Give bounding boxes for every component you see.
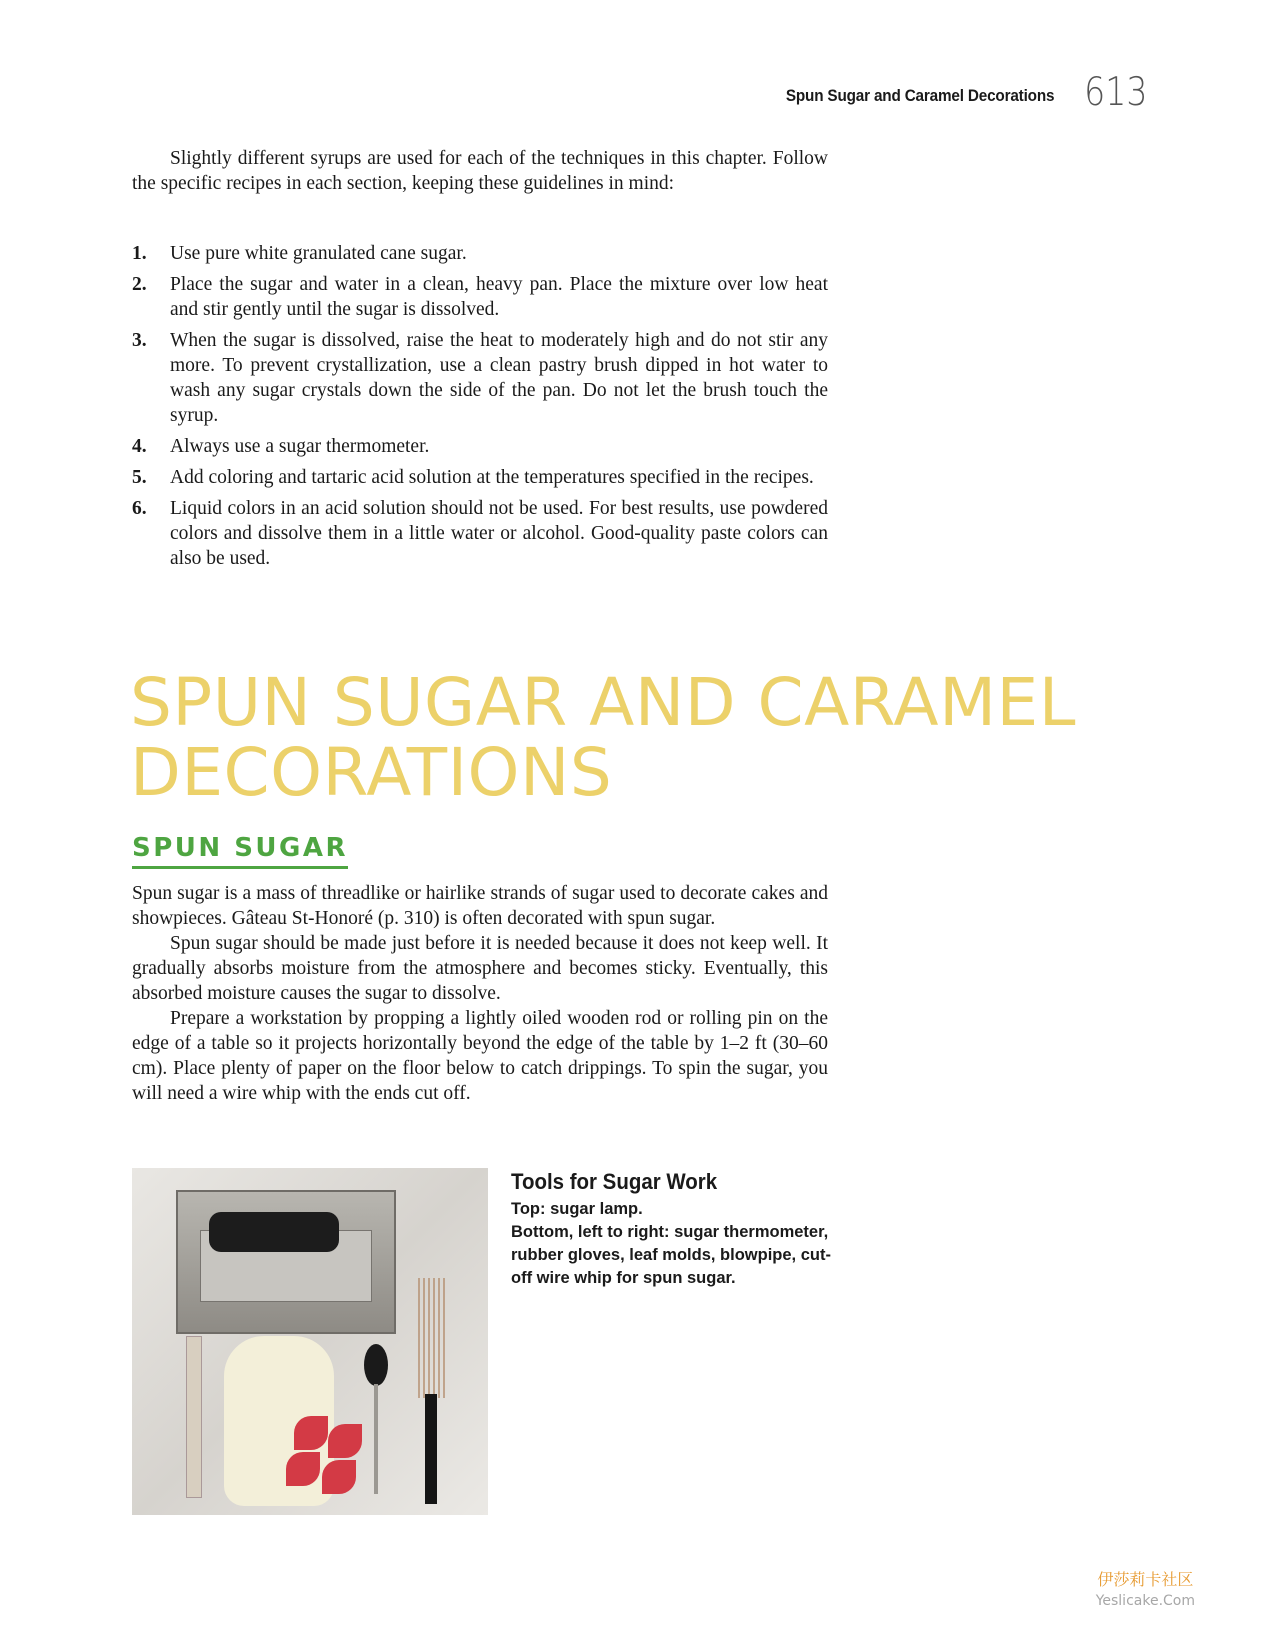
leaf-mold-shape bbox=[322, 1460, 356, 1494]
body-paragraph: Spun sugar should be made just before it is needed because it does not keep well. It gradually absorbs moisture from the atmosphere and becomes sticky. Eventually, this absorbed moisture causes the sugar to dissolve. bbox=[132, 933, 828, 1004]
intro-paragraph-block bbox=[132, 146, 828, 196]
watermark-chinese: 伊莎莉卡社区 bbox=[1097, 1570, 1194, 1589]
blowpipe-shape bbox=[374, 1384, 378, 1494]
sugar-tools-photo bbox=[132, 1168, 488, 1515]
guidelines-list bbox=[132, 241, 828, 577]
list-item bbox=[132, 328, 828, 428]
watermark-site: Yeslicake.Com bbox=[1095, 1593, 1195, 1609]
thermometer-shape bbox=[186, 1336, 202, 1498]
list-number: 6. bbox=[132, 498, 147, 519]
list-number: 4. bbox=[132, 436, 147, 457]
list-item bbox=[132, 496, 828, 571]
watermark bbox=[1096, 1570, 1195, 1612]
running-head bbox=[756, 70, 1147, 115]
section-title bbox=[130, 664, 1130, 811]
spun-sugar-body bbox=[132, 881, 828, 1106]
list-item bbox=[132, 465, 828, 490]
caption-line: Bottom, left to right: sugar thermometer, rubber gloves, leaf molds, blowpipe, cut-off wire whip for spun sugar. bbox=[511, 1223, 831, 1287]
list-number: 1. bbox=[132, 243, 147, 264]
wire-whip-handle-shape bbox=[425, 1394, 437, 1504]
intro-paragraph: Slightly different syrups are used for each of the techniques in this chapter. Follow the specific recipes in each section, keeping these guidelines in mind: bbox=[132, 148, 828, 194]
list-text: Use pure white granulated cane sugar. bbox=[170, 243, 467, 264]
caption-line: Top: sugar lamp. bbox=[511, 1200, 643, 1218]
page-number: 613 bbox=[1083, 70, 1147, 115]
spun-sugar-subhead: SPUN SUGAR bbox=[132, 832, 348, 869]
caption-title: Tools for Sugar Work bbox=[511, 1169, 718, 1194]
section-title-line1: SPUN SUGAR AND CARAMEL bbox=[130, 664, 1076, 741]
list-text: Liquid colors in an acid solution should not be used. For best results, use powdered colors and dissolve them in a little water or alcohol. Good-quality paste colors can also be used. bbox=[170, 498, 828, 569]
leaf-mold-shape bbox=[286, 1452, 320, 1486]
leaf-mold-shape bbox=[328, 1424, 362, 1458]
list-item bbox=[132, 241, 828, 266]
running-title: Spun Sugar and Caramel Decorations bbox=[786, 86, 1055, 105]
list-text: When the sugar is dissolved, raise the heat to moderately high and do not stir any more. To prevent crystallization, use a clean pastry brush dipped in hot water to wash any sugar crystals down the side of the pan. Do not let the brush touch the syrup. bbox=[170, 330, 828, 426]
list-text: Place the sugar and water in a clean, heavy pan. Place the mixture over low heat and stir gently until the sugar is dissolved. bbox=[170, 274, 828, 320]
figure-caption bbox=[511, 1168, 831, 1290]
list-number: 3. bbox=[132, 330, 147, 351]
body-paragraph: Prepare a workstation by propping a lightly oiled wooden rod or rolling pin on the edge of a table so it projects horizontally beyond the edge of the table by 1–2 ft (30–60 cm). Place plenty of paper on the floor below to catch drippings. To spin the sugar, you will need a wire whip with the ends cut off. bbox=[132, 1008, 828, 1104]
section-title-line2: DECORATIONS bbox=[130, 734, 613, 811]
sugar-lamp-handle-shape bbox=[209, 1212, 339, 1252]
leaf-mold-shape bbox=[294, 1416, 328, 1450]
wire-whip-shape bbox=[418, 1278, 446, 1398]
list-item bbox=[132, 434, 828, 459]
list-number: 2. bbox=[132, 274, 147, 295]
list-item bbox=[132, 272, 828, 322]
list-text: Always use a sugar thermometer. bbox=[170, 436, 430, 457]
body-paragraph: Spun sugar is a mass of threadlike or hairlike strands of sugar used to decorate cakes and showpieces. Gâteau St-Honoré (p. 310) is often decorated with spun sugar. bbox=[132, 883, 828, 929]
list-number: 5. bbox=[132, 467, 147, 488]
list-text: Add coloring and tartaric acid solution at the temperatures specified in the recipes. bbox=[170, 467, 814, 488]
blowpipe-bulb-shape bbox=[364, 1344, 388, 1386]
